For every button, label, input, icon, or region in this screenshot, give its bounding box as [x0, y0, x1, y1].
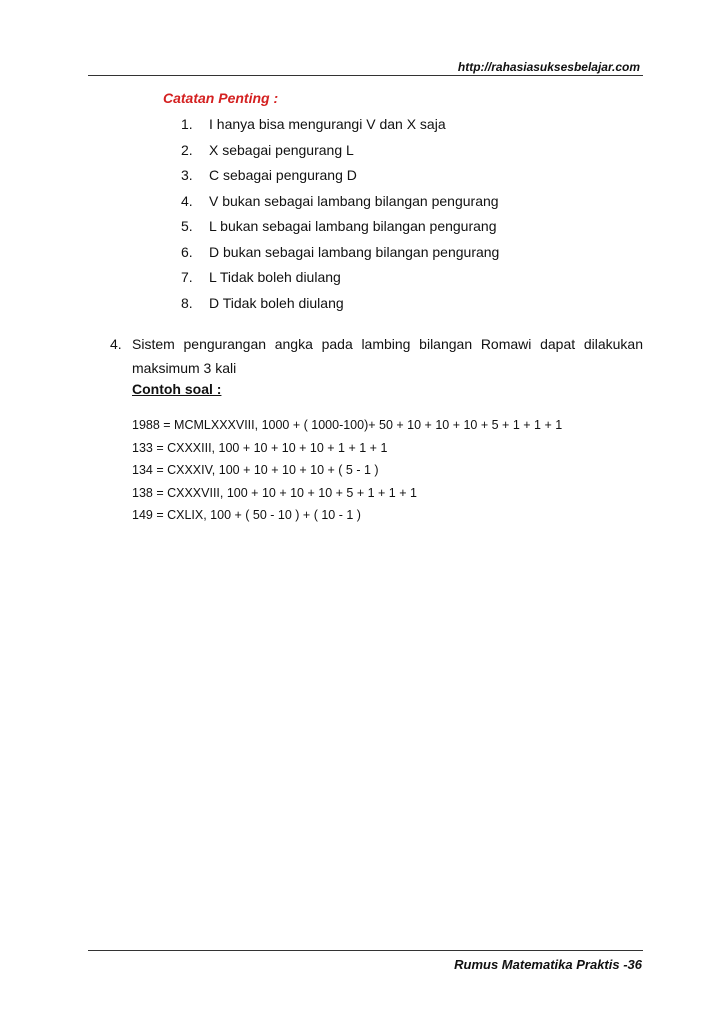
note-item-text: X sebagai pengurang L	[209, 141, 354, 158]
note-item	[181, 141, 499, 167]
note-item-number: 7.	[181, 269, 193, 285]
note-item-number: 1.	[181, 116, 193, 132]
note-title: Catatan Penting :	[163, 90, 279, 106]
example-line: 134 = CXXXIV, 100 + 10 + 10 + 10 + ( 5 - 1 )	[132, 463, 379, 477]
example-line: 1988 = MCMLXXXVIII, 1000 + ( 1000-100)+ 50 + 10 + 10 + 10 + 5 + 1 + 1 + 1	[132, 418, 563, 432]
note-item-text: I hanya bisa mengurangi V dan X saja	[209, 116, 446, 132]
note-item-text: D Tidak boleh diulang	[209, 294, 344, 311]
note-list	[181, 115, 499, 319]
note-item-number: 3.	[181, 167, 193, 183]
note-item	[181, 217, 499, 243]
footer-text: Rumus Matematika Praktis -36	[454, 957, 642, 972]
note-item-number: 2.	[181, 141, 193, 158]
note-item-text: L Tidak boleh diulang	[209, 269, 341, 285]
note-item	[181, 192, 499, 218]
note-item-text: V bukan sebagai lambang bilangan pengurang	[209, 192, 499, 209]
note-item-number: 6.	[181, 243, 193, 260]
note-item-text: C sebagai pengurang D	[209, 167, 357, 183]
note-item-number: 4.	[181, 192, 193, 209]
note-item	[181, 243, 499, 269]
note-item-number: 8.	[181, 294, 193, 311]
note-item-text: D bukan sebagai lambang bilangan pengurang	[209, 243, 500, 260]
point-4-text: Sistem pengurangan angka pada lambing bilangan Romawi dapat dilakukan maksimum 3 kali	[132, 336, 643, 376]
note-item	[181, 115, 499, 141]
note-item	[181, 166, 499, 192]
note-item-text: L bukan sebagai lambang bilangan pengurang	[209, 218, 497, 234]
note-item	[181, 268, 499, 294]
note-item	[181, 294, 499, 320]
example-line: 133 = CXXXIII, 100 + 10 + 10 + 10 + 1 + 1 + 1	[132, 440, 388, 455]
header-url: http://rahasiasuksesbelajar.com	[457, 60, 640, 74]
example-title: Contoh soal :	[132, 381, 222, 397]
footer-divider	[88, 950, 643, 951]
example-line: 138 = CXXXVIII, 100 + 10 + 10 + 10 + 5 + 1 + 1 + 1	[132, 485, 417, 500]
example-line: 149 = CXLIX, 100 + ( 50 - 10 ) + ( 10 - 1 )	[132, 508, 361, 522]
point-4-number: 4.	[110, 336, 122, 352]
example-list	[132, 417, 562, 530]
header-divider	[88, 75, 643, 76]
point-4	[110, 332, 643, 380]
note-item-number: 5.	[181, 218, 193, 234]
